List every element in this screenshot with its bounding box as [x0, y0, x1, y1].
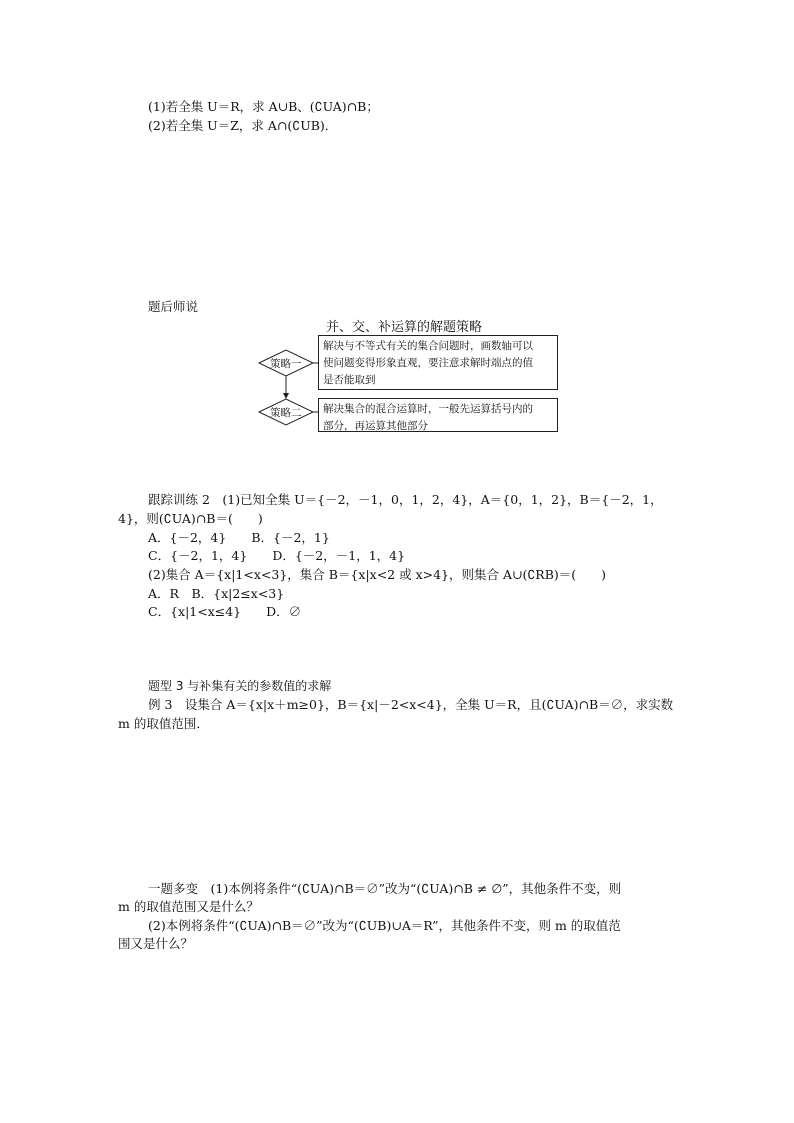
practice2-line2: 4}，则(∁UA)∩B＝( ) [118, 511, 263, 526]
strategy2-text-1: 解决集合的混合运算时，一般先运算括号内的 [323, 403, 533, 415]
afterword-heading: 题后师说 [148, 299, 199, 314]
variant-line1: 一题多变 (1)本例将条件“(∁UA)∩B＝∅”改为“(∁UA)∩B ≠ ∅”，其他条件不变，则 [148, 881, 622, 896]
strategy1-text-3: 是否能取到 [323, 374, 376, 386]
strategy2-box [318, 398, 558, 432]
practice2-line1: 跟踪训练 2 (1)已知全集 U＝{－2，－1，0，1，2，4}，A＝{0，1，2}，B＝{－2，1， [148, 492, 663, 507]
example3-line1: 例 3 设集合 A＝{x|x＋m≥0}，B＝{x|－2<x<4}，全集 U＝R，且(∁UA)∩B＝∅，求实数 [148, 697, 674, 712]
practice2-options-ab: A．{－2，4} B．{－2，1} [148, 530, 330, 545]
strategy1-label: 策略一 [270, 358, 302, 370]
strategy1-box [318, 335, 558, 390]
practice2-options-cd: C．{－2，1，4} D．{－2，－1，1，4} [148, 548, 406, 563]
type3-heading: 题型 3 与补集有关的参数值的求解 [148, 679, 332, 693]
example3-line2: m 的取值范围． [118, 716, 209, 731]
strategy2-label: 策略二 [270, 407, 302, 419]
practice2-q2-options-ab: A．R B．{x|2≤x<3} [148, 586, 285, 601]
strategy1-text-2: 使问题变得形象直观，要注意求解时端点的值 [323, 357, 533, 369]
strategy2-text-2: 部分，再运算其他部分 [323, 420, 428, 432]
flow-title: 并、交、补运算的解题策略 [326, 320, 483, 335]
practice2-question2: (2)集合 A＝{x|1<x<3}，集合 B＝{x|x<2 或 x>4}，则集合 A∪(∁RB)＝( ) [148, 567, 607, 582]
variant-line3: (2)本例将条件“(∁UA)∩B＝∅”改为“(∁UB)∪A＝R”，其他条件不变，则 m 的取值范 [148, 918, 621, 933]
question-2: (2)若全集 U＝Z，求 A∩(∁UB)． [148, 118, 338, 133]
flow-arrowhead [283, 393, 289, 399]
strategy1-text-1: 解决与不等式有关的集合问题时，画数轴可以 [323, 340, 533, 352]
variant-line2: m 的取值范围又是什么？ [118, 899, 259, 914]
practice2-q2-options-cd: C．{x|1<x≤4} D．∅ [148, 604, 302, 619]
question-1: (1)若全集 U＝R，求 A∪B、(∁UA)∩B； [148, 99, 379, 114]
variant-line4: 围又是什么？ [118, 936, 194, 951]
